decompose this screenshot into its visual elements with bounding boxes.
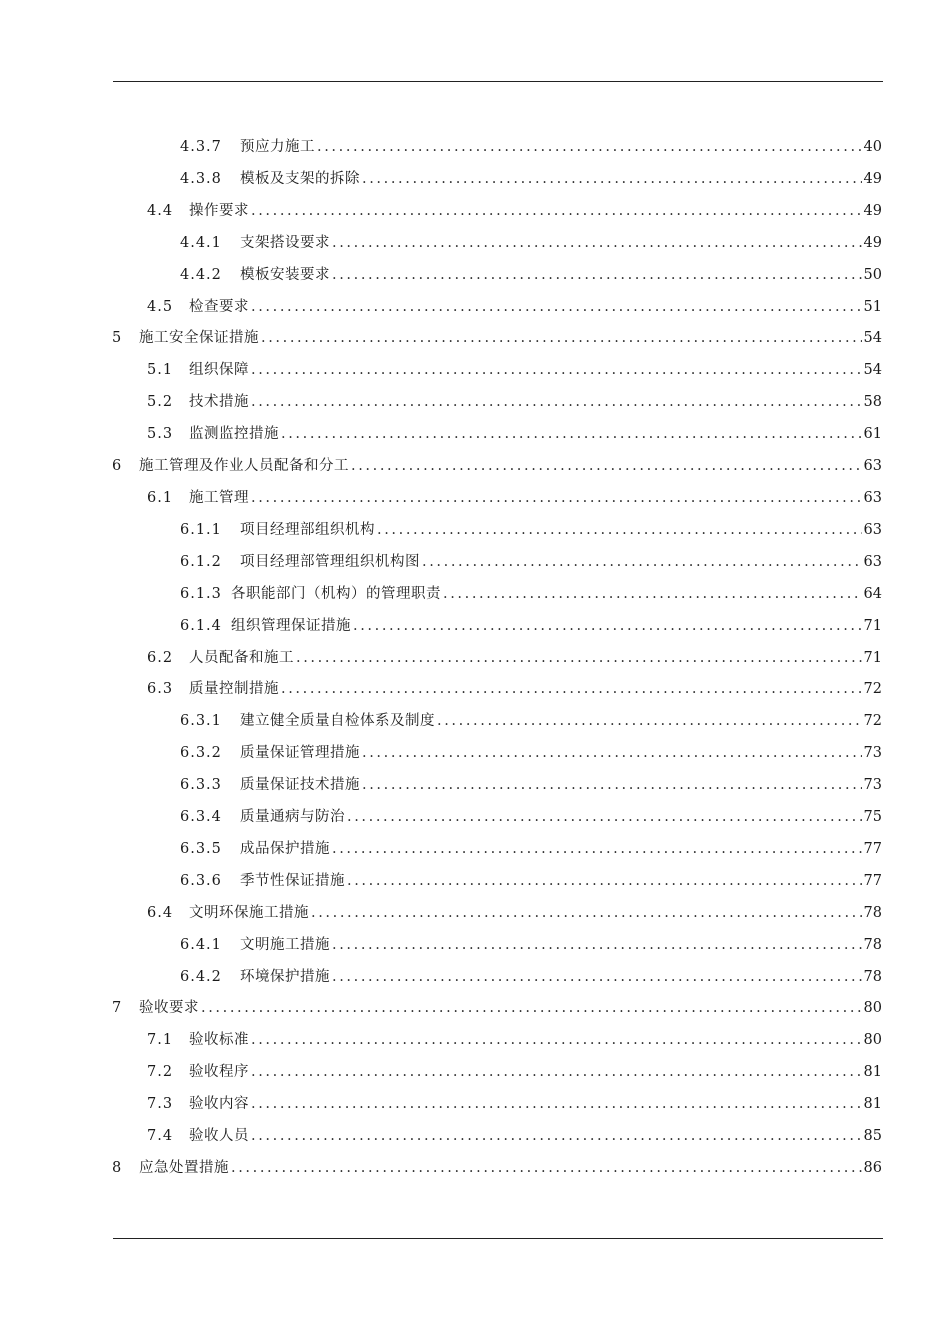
toc-entry[interactable] (0, 354, 950, 386)
toc-entry-number: 4.3.8 (180, 170, 222, 187)
toc-dot-leader (375, 514, 862, 546)
toc-entry-page-number: 86 (863, 1160, 882, 1176)
toc-entry[interactable] (0, 291, 950, 323)
toc-entry[interactable] (0, 961, 950, 993)
toc-entry-page-number: 72 (863, 713, 882, 730)
toc-entry-number: 6.4.1 (180, 936, 222, 953)
toc-dot-leader (249, 1024, 862, 1056)
toc-entry[interactable] (0, 705, 950, 737)
toc-entry-page-number: 81 (863, 1064, 882, 1081)
toc-entry[interactable] (0, 227, 950, 259)
toc-entry-title: 技术措施 (189, 394, 249, 411)
toc-dot-leader (199, 992, 862, 1024)
toc-entry-number: 5 (112, 330, 123, 347)
toc-dot-leader (279, 673, 862, 705)
toc-entry-title: 施工管理 (189, 489, 249, 506)
toc-entry[interactable] (0, 450, 950, 482)
toc-entry-number: 6.1.1 (180, 521, 222, 538)
toc-entry-number: 8 (112, 1160, 123, 1176)
footer-rule (113, 1238, 883, 1239)
toc-entry[interactable] (0, 833, 950, 865)
toc-entry-number: 6.4 (147, 904, 174, 921)
toc-entry-page-number: 49 (863, 234, 882, 251)
toc-entry-title: 文明环保施工措施 (189, 904, 309, 921)
toc-dot-leader (229, 1152, 862, 1184)
toc-entry-number: 4.5 (147, 298, 174, 315)
toc-entry-title: 验收内容 (189, 1096, 249, 1113)
toc-dot-leader (330, 929, 862, 961)
toc-dot-leader (420, 546, 862, 578)
toc-entry-title: 质量通病与防治 (240, 809, 345, 826)
toc-entry-number: 4.4.2 (180, 266, 222, 283)
toc-entry[interactable] (0, 642, 950, 674)
toc-entry-number: 6.3.5 (180, 840, 222, 857)
toc-entry[interactable] (0, 322, 950, 354)
toc-entry-page-number: 63 (863, 489, 882, 506)
toc-entry-number: 7.4 (147, 1128, 174, 1145)
toc-entry-title: 验收要求 (139, 1000, 199, 1017)
toc-entry-page-number: 73 (863, 745, 882, 762)
toc-entry-title: 各职能部门（机构）的管理职责 (231, 585, 441, 602)
toc-entry[interactable] (0, 1024, 950, 1056)
toc-dot-leader (249, 195, 862, 227)
toc-entry-number: 6.1.4 (180, 617, 222, 634)
toc-entry-title: 项目经理部管理组织机构图 (240, 553, 420, 570)
toc-entry[interactable] (0, 929, 950, 961)
toc-entry-title: 文明施工措施 (240, 936, 330, 953)
toc-entry-page-number: 85 (863, 1128, 882, 1145)
toc-entry-number: 5.1 (147, 362, 174, 379)
toc-entry-title: 质量保证技术措施 (240, 777, 360, 794)
toc-entry-page-number: 77 (863, 840, 882, 857)
toc-entry[interactable] (0, 1152, 950, 1184)
toc-entry-number: 6.4.2 (180, 968, 222, 985)
toc-entry-page-number: 63 (863, 521, 882, 538)
toc-entry-title: 验收人员 (189, 1128, 249, 1145)
toc-entry-title: 环境保护措施 (240, 968, 330, 985)
toc-entry-page-number: 80 (863, 1000, 882, 1017)
toc-entry-title: 检查要求 (189, 298, 249, 315)
toc-entry-page-number: 51 (863, 298, 882, 315)
toc-entry-page-number: 77 (863, 872, 882, 889)
toc-entry-page-number: 64 (863, 585, 882, 602)
toc-entry-number: 5.3 (147, 426, 174, 443)
toc-entry-number: 6.2 (147, 649, 174, 666)
toc-entry[interactable] (0, 163, 950, 195)
table-of-contents (0, 131, 950, 1184)
toc-entry-title: 验收程序 (189, 1064, 249, 1081)
toc-entry-title: 组织管理保证措施 (231, 617, 351, 634)
toc-entry-number: 6.3.1 (180, 713, 222, 730)
toc-entry-number: 4.4.1 (180, 234, 222, 251)
toc-entry-page-number: 49 (863, 202, 882, 219)
toc-entry-number: 6.1.3 (180, 585, 222, 602)
toc-dot-leader (360, 163, 862, 195)
toc-entry[interactable] (0, 482, 950, 514)
toc-entry[interactable] (0, 865, 950, 897)
toc-entry-title: 质量保证管理措施 (240, 745, 360, 762)
toc-entry[interactable] (0, 897, 950, 929)
toc-entry-number: 6 (112, 458, 123, 475)
toc-entry-title: 季节性保证措施 (240, 872, 345, 889)
toc-dot-leader (330, 961, 862, 993)
toc-entry-title: 验收标准 (189, 1032, 249, 1049)
toc-dot-leader (345, 865, 862, 897)
toc-dot-leader (345, 801, 862, 833)
toc-entry-number: 6.3.4 (180, 809, 222, 826)
toc-dot-leader (435, 705, 862, 737)
toc-entry-title: 项目经理部组织机构 (240, 521, 375, 538)
toc-entry-page-number: 61 (863, 426, 882, 443)
toc-entry[interactable] (0, 673, 950, 705)
header-rule (113, 81, 883, 82)
toc-entry-number: 4.3.7 (180, 139, 222, 155)
toc-dot-leader (349, 450, 862, 482)
toc-entry-number: 7.3 (147, 1096, 174, 1113)
toc-dot-leader (315, 131, 862, 163)
toc-dot-leader (249, 1120, 862, 1152)
toc-entry-page-number: 80 (863, 1032, 882, 1049)
toc-entry-title: 施工安全保证措施 (139, 330, 259, 347)
toc-entry[interactable] (0, 1120, 950, 1152)
toc-entry-title: 组织保障 (189, 362, 249, 379)
toc-entry[interactable] (0, 546, 950, 578)
toc-entry-title: 模板及支架的拆除 (240, 170, 360, 187)
toc-entry-title: 质量控制措施 (189, 681, 279, 698)
toc-entry-number: 6.3.6 (180, 872, 222, 889)
toc-entry[interactable] (0, 578, 950, 610)
toc-entry[interactable] (0, 1088, 950, 1120)
toc-entry-page-number: 49 (863, 170, 882, 187)
toc-entry[interactable] (0, 992, 950, 1024)
toc-dot-leader (330, 833, 862, 865)
toc-entry[interactable] (0, 801, 950, 833)
toc-entry-title: 施工管理及作业人员配备和分工 (139, 458, 349, 475)
toc-entry-page-number: 58 (863, 394, 882, 411)
toc-entry-number: 6.3.3 (180, 777, 222, 794)
toc-entry-page-number: 78 (863, 968, 882, 985)
toc-entry-page-number: 54 (863, 330, 882, 347)
toc-entry-page-number: 75 (863, 809, 882, 826)
toc-entry[interactable] (0, 386, 950, 418)
toc-entry[interactable] (0, 259, 950, 291)
toc-entry[interactable] (0, 131, 950, 163)
toc-entry-page-number: 72 (863, 681, 882, 698)
toc-entry[interactable] (0, 514, 950, 546)
toc-dot-leader (259, 322, 862, 354)
toc-entry-page-number: 54 (863, 362, 882, 379)
toc-entry-number: 7.2 (147, 1064, 174, 1081)
toc-entry-number: 6.3.2 (180, 745, 222, 762)
toc-entry-title: 操作要求 (189, 202, 249, 219)
toc-entry[interactable] (0, 769, 950, 801)
toc-dot-leader (360, 737, 862, 769)
toc-dot-leader (249, 482, 862, 514)
toc-dot-leader (249, 354, 862, 386)
toc-entry-page-number: 63 (863, 553, 882, 570)
toc-entry[interactable] (0, 418, 950, 450)
toc-dot-leader (351, 610, 862, 642)
toc-entry-page-number: 78 (863, 904, 882, 921)
toc-entry-number: 7 (112, 1000, 123, 1017)
toc-dot-leader (249, 291, 862, 323)
toc-dot-leader (441, 578, 862, 610)
toc-entry[interactable] (0, 737, 950, 769)
toc-dot-leader (330, 259, 862, 291)
toc-entry-number: 6.1.2 (180, 553, 222, 570)
toc-entry-page-number: 81 (863, 1096, 882, 1113)
toc-entry-title: 人员配备和施工 (189, 649, 294, 666)
toc-entry[interactable] (0, 1056, 950, 1088)
toc-entry-number: 6.3 (147, 681, 174, 698)
toc-dot-leader (249, 386, 862, 418)
toc-entry-page-number: 50 (863, 266, 882, 283)
toc-entry-title: 预应力施工 (240, 139, 315, 155)
toc-entry-page-number: 71 (863, 649, 882, 666)
toc-entry-number: 6.1 (147, 489, 174, 506)
toc-dot-leader (279, 418, 862, 450)
toc-entry-title: 应急处置措施 (139, 1160, 229, 1176)
toc-dot-leader (249, 1088, 862, 1120)
toc-dot-leader (249, 1056, 862, 1088)
toc-entry-page-number: 78 (863, 936, 882, 953)
toc-entry-title: 支架搭设要求 (240, 234, 330, 251)
toc-entry-page-number: 40 (863, 139, 882, 155)
toc-dot-leader (330, 227, 862, 259)
toc-entry-title: 成品保护措施 (240, 840, 330, 857)
toc-entry-title: 模板安装要求 (240, 266, 330, 283)
toc-entry-number: 5.2 (147, 394, 174, 411)
toc-entry-title: 建立健全质量自检体系及制度 (240, 713, 435, 730)
toc-entry[interactable] (0, 195, 950, 227)
toc-dot-leader (360, 769, 862, 801)
toc-entry-page-number: 71 (863, 617, 882, 634)
toc-dot-leader (309, 897, 862, 929)
toc-dot-leader (294, 642, 862, 674)
toc-entry[interactable] (0, 610, 950, 642)
toc-entry-page-number: 63 (863, 458, 882, 475)
toc-entry-number: 7.1 (147, 1032, 174, 1049)
toc-entry-title: 监测监控措施 (189, 426, 279, 443)
toc-entry-page-number: 73 (863, 777, 882, 794)
toc-entry-number: 4.4 (147, 202, 174, 219)
